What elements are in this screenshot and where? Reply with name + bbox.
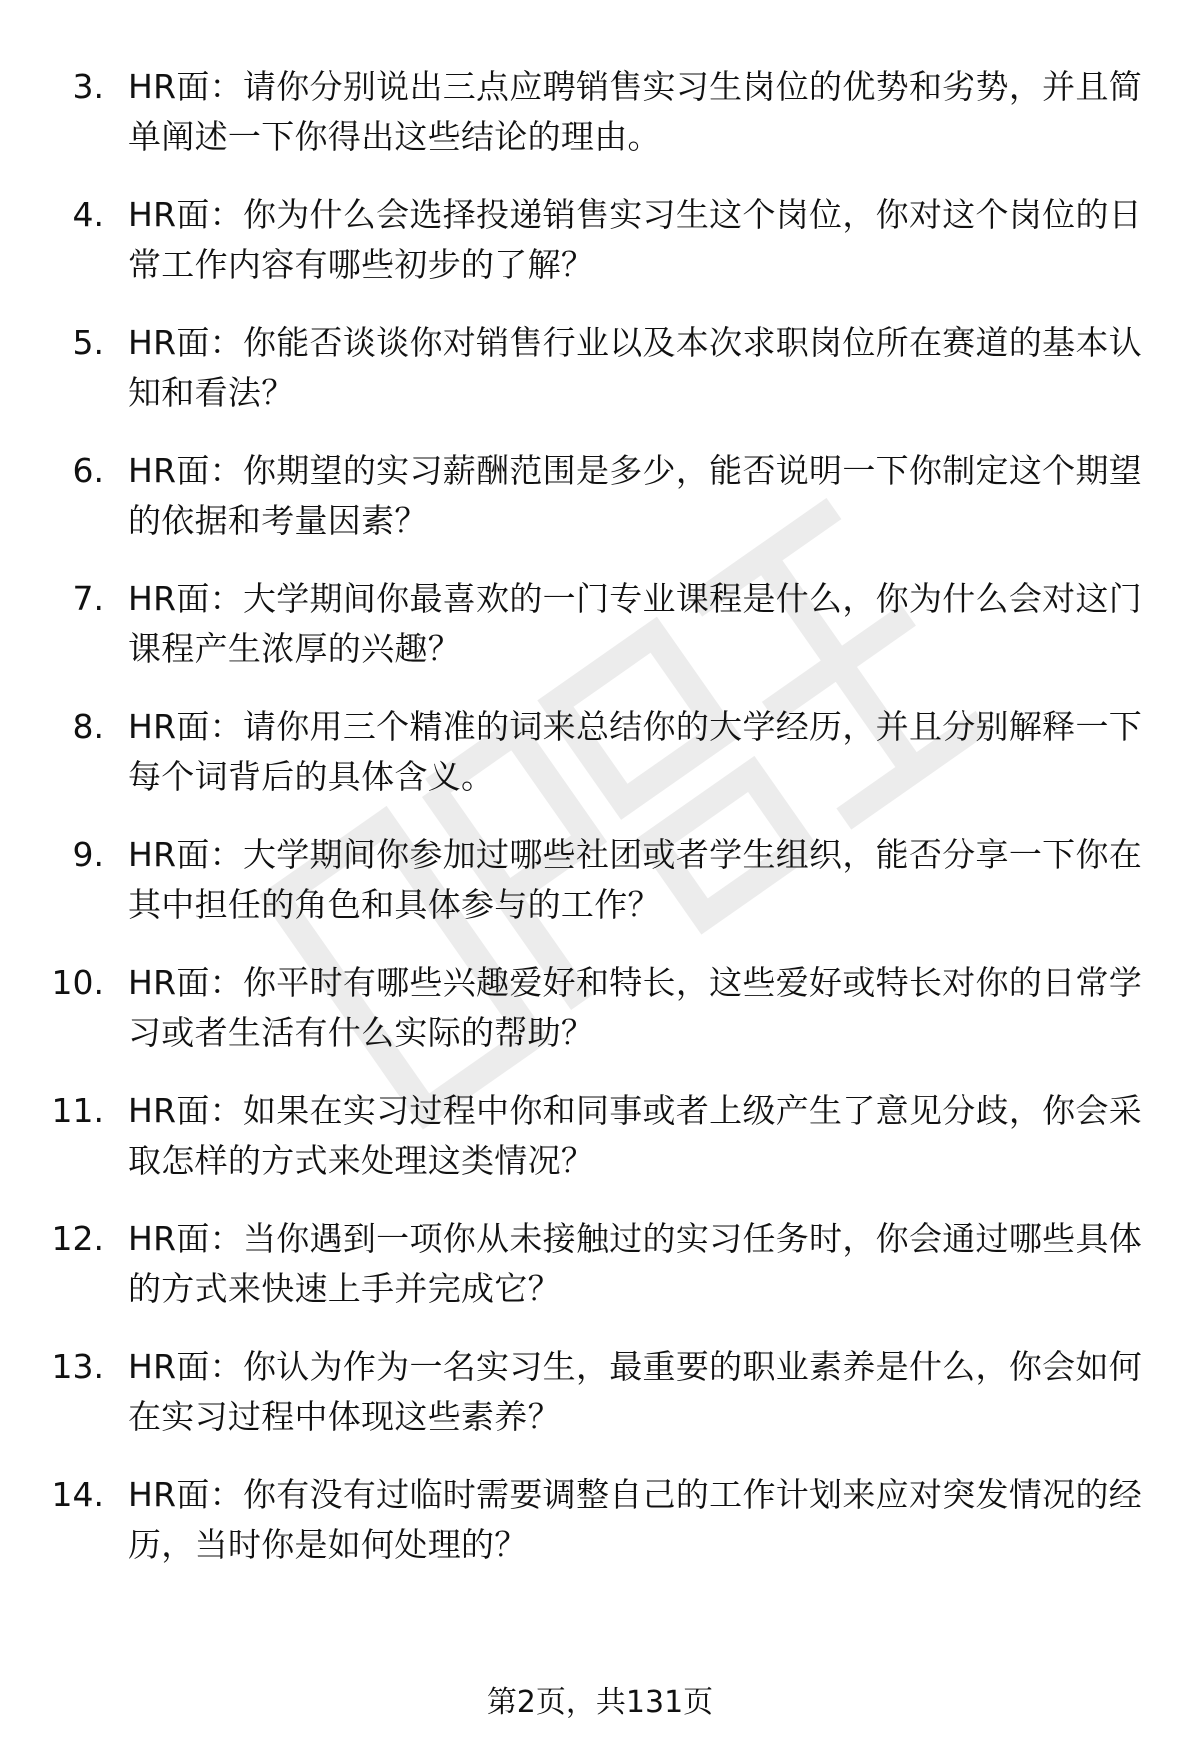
list-item (0, 830, 1200, 958)
list-item (0, 1086, 1200, 1214)
list-item (0, 1470, 1200, 1598)
question-number: 9. (72, 835, 104, 874)
question-text: HR面：你为什么会选择投递销售实习生这个岗位，你对这个岗位的日常工作内容有哪些初步的了解？ (128, 195, 1143, 284)
question-text: HR面：如果在实习过程中你和同事或者上级产生了意见分歧，你会采取怎样的方式来处理这类情况？ (128, 1091, 1143, 1180)
list-item (0, 702, 1200, 830)
question-number: 13. (51, 1347, 104, 1386)
list-item (0, 958, 1200, 1086)
list-item (0, 1342, 1200, 1470)
question-number: 7. (72, 579, 104, 618)
question-text: HR面：你认为作为一名实习生，最重要的职业素养是什么，你会如何在实习过程中体现这些素养？ (128, 1347, 1143, 1436)
list-item (0, 62, 1200, 190)
list-item (0, 190, 1200, 318)
question-text: HR面：你期望的实习薪酬范围是多少，能否说明一下你制定这个期望的依据和考量因素？ (128, 451, 1143, 540)
question-list (0, 62, 1200, 1598)
question-number: 6. (72, 451, 104, 490)
question-text: HR面：大学期间你参加过哪些社团或者学生组织，能否分享一下你在其中担任的角色和具体参与的工作？ (128, 835, 1143, 924)
question-number: 12. (51, 1219, 104, 1258)
question-number: 3. (72, 67, 104, 106)
page-indicator: 第2页，共131页 (486, 1685, 714, 1720)
question-number: 4. (72, 195, 104, 234)
question-text: HR面：你能否谈谈你对销售行业以及本次求职岗位所在赛道的基本认知和看法？ (128, 323, 1143, 412)
question-text: HR面：当你遇到一项你从未接触过的实习任务时，你会通过哪些具体的方式来快速上手并完成它？ (128, 1219, 1143, 1308)
question-text: HR面：你有没有过临时需要调整自己的工作计划来应对突发情况的经历，当时你是如何处理的？ (128, 1475, 1143, 1564)
list-item (0, 574, 1200, 702)
question-number: 5. (72, 323, 104, 362)
question-number: 8. (72, 707, 104, 746)
question-number: 11. (51, 1091, 104, 1130)
question-number: 10. (51, 963, 104, 1002)
question-text: HR面：请你分别说出三点应聘销售实习生岗位的优势和劣势，并且简单阐述一下你得出这些结论的理由。 (128, 67, 1143, 156)
list-item (0, 318, 1200, 446)
question-number: 14. (51, 1475, 104, 1514)
question-text: HR面：你平时有哪些兴趣爱好和特长，这些爱好或特长对你的日常学习或者生活有什么实际的帮助？ (128, 963, 1143, 1052)
question-text: HR面：请你用三个精准的词来总结你的大学经历，并且分别解释一下每个词背后的具体含义。 (128, 707, 1143, 796)
question-text: HR面：大学期间你最喜欢的一门专业课程是什么，你为什么会对这门课程产生浓厚的兴趣？ (128, 579, 1143, 668)
list-item (0, 446, 1200, 574)
list-item (0, 1214, 1200, 1342)
